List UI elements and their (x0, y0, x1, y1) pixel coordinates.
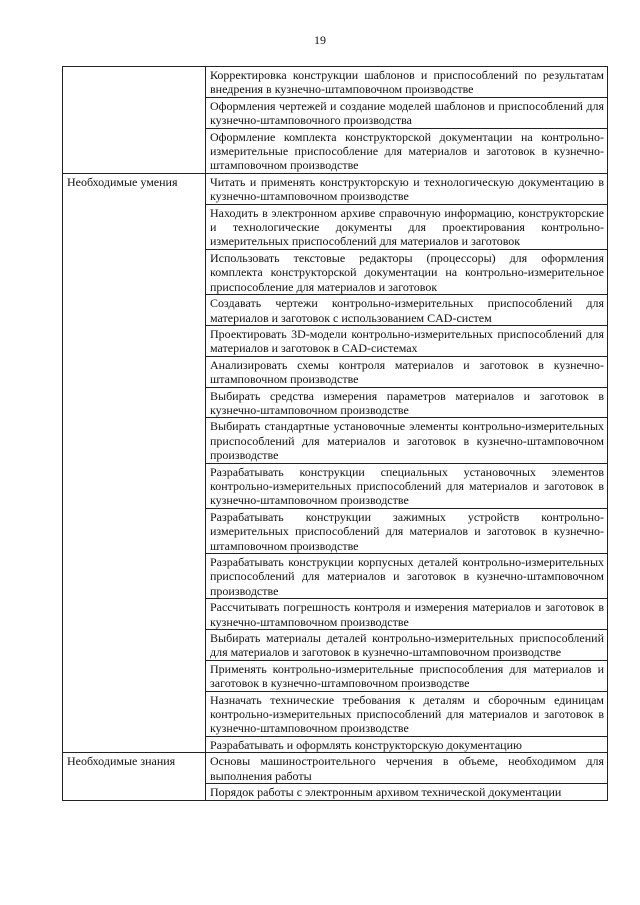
requirements-table-body (63, 67, 608, 801)
table-cell: Находить в электронном архиве справочную информацию, конструкторские и технологические документы для проектирования контрольно-измерительных приспособлений для материалов и заготовок (206, 204, 608, 249)
table-cell: Основы машиностроительного черчения в объеме, необходимом для выполнения работы (206, 753, 608, 784)
table-cell: Рассчитывать погрешность контроля и измерения материалов и заготовок в кузнечно-штамповочном производстве (206, 599, 608, 630)
knowledge-label: Необходимые знания (63, 753, 206, 800)
table-cell: Применять контрольно-измерительные приспособления для материалов и заготовок в кузнечно-штамповочном производстве (206, 660, 608, 691)
row-label-cell (63, 67, 206, 174)
table-cell: Разрабатывать конструкции корпусных деталей контрольно-измерительных приспособлений для материалов и заготовок в кузнечно-штамповочном производстве (206, 554, 608, 599)
table-cell: Читать и применять конструкторскую и технологическую документацию в кузнечно-штамповочном производстве (206, 173, 608, 204)
requirements-table (62, 66, 608, 801)
table-cell: Оформления чертежей и создание моделей шаблонов и приспособлений для кузнечно-штамповочного производства (206, 97, 608, 128)
table-cell: Назначать технические требования к деталям и сборочным единицам контрольно-измерительных приспособлений для материалов и заготовок в кузнечно-штамповочном производстве (206, 691, 608, 736)
table-row (63, 67, 608, 98)
table-cell: Анализировать схемы контроля материалов и заготовок в кузнечно-штамповочном производстве (206, 356, 608, 387)
table-cell: Проектировать 3D-модели контрольно-измерительных приспособлений для материалов и заготовок в CAD-системах (206, 325, 608, 356)
table-cell: Разрабатывать конструкции зажимных устройств контрольно-измерительных приспособлений для материалов и заготовок в кузнечно-штамповочном производстве (206, 508, 608, 553)
page-number: 19 (314, 33, 326, 47)
table-cell: Выбирать стандартные установочные элементы контрольно-измерительных приспособлений для материалов и заготовок в кузнечно-штамповочном производстве (206, 418, 608, 463)
skills-label: Необходимые умения (63, 173, 206, 752)
table-cell: Корректировка конструкции шаблонов и приспособлений по результатам внедрения в кузнечно-штамповочном производстве (206, 67, 608, 98)
table-cell: Разрабатывать и оформлять конструкторскую документацию (206, 736, 608, 752)
table-cell: Создавать чертежи контрольно-измерительных приспособлений для материалов и заготовок с использованием CAD-систем (206, 295, 608, 326)
table-row (63, 173, 608, 204)
table-cell: Выбирать материалы деталей контрольно-измерительных приспособлений для материалов и заготовок в кузнечно-штамповочном производстве (206, 630, 608, 661)
table-cell: Порядок работы с электронным архивом технической документации (206, 784, 608, 800)
table-cell: Использовать текстовые редакторы (процессоры) для оформления комплекта конструкторской документации на контрольно-измерительное приспособление для материалов и заготовок (206, 249, 608, 294)
table-cell: Разрабатывать конструкции специальных установочных элементов контрольно-измерительных приспособлений для материалов и заготовок в кузнечно-штамповочном производстве (206, 463, 608, 508)
table-cell: Выбирать средства измерения параметров материалов и заготовок в кузнечно-штамповочном производстве (206, 387, 608, 418)
table-row (63, 753, 608, 784)
table-cell: Оформление комплекта конструкторской документации на контрольно-измерительные приспособление для материалов и заготовок в кузнечно-штамповочном производстве (206, 128, 608, 173)
